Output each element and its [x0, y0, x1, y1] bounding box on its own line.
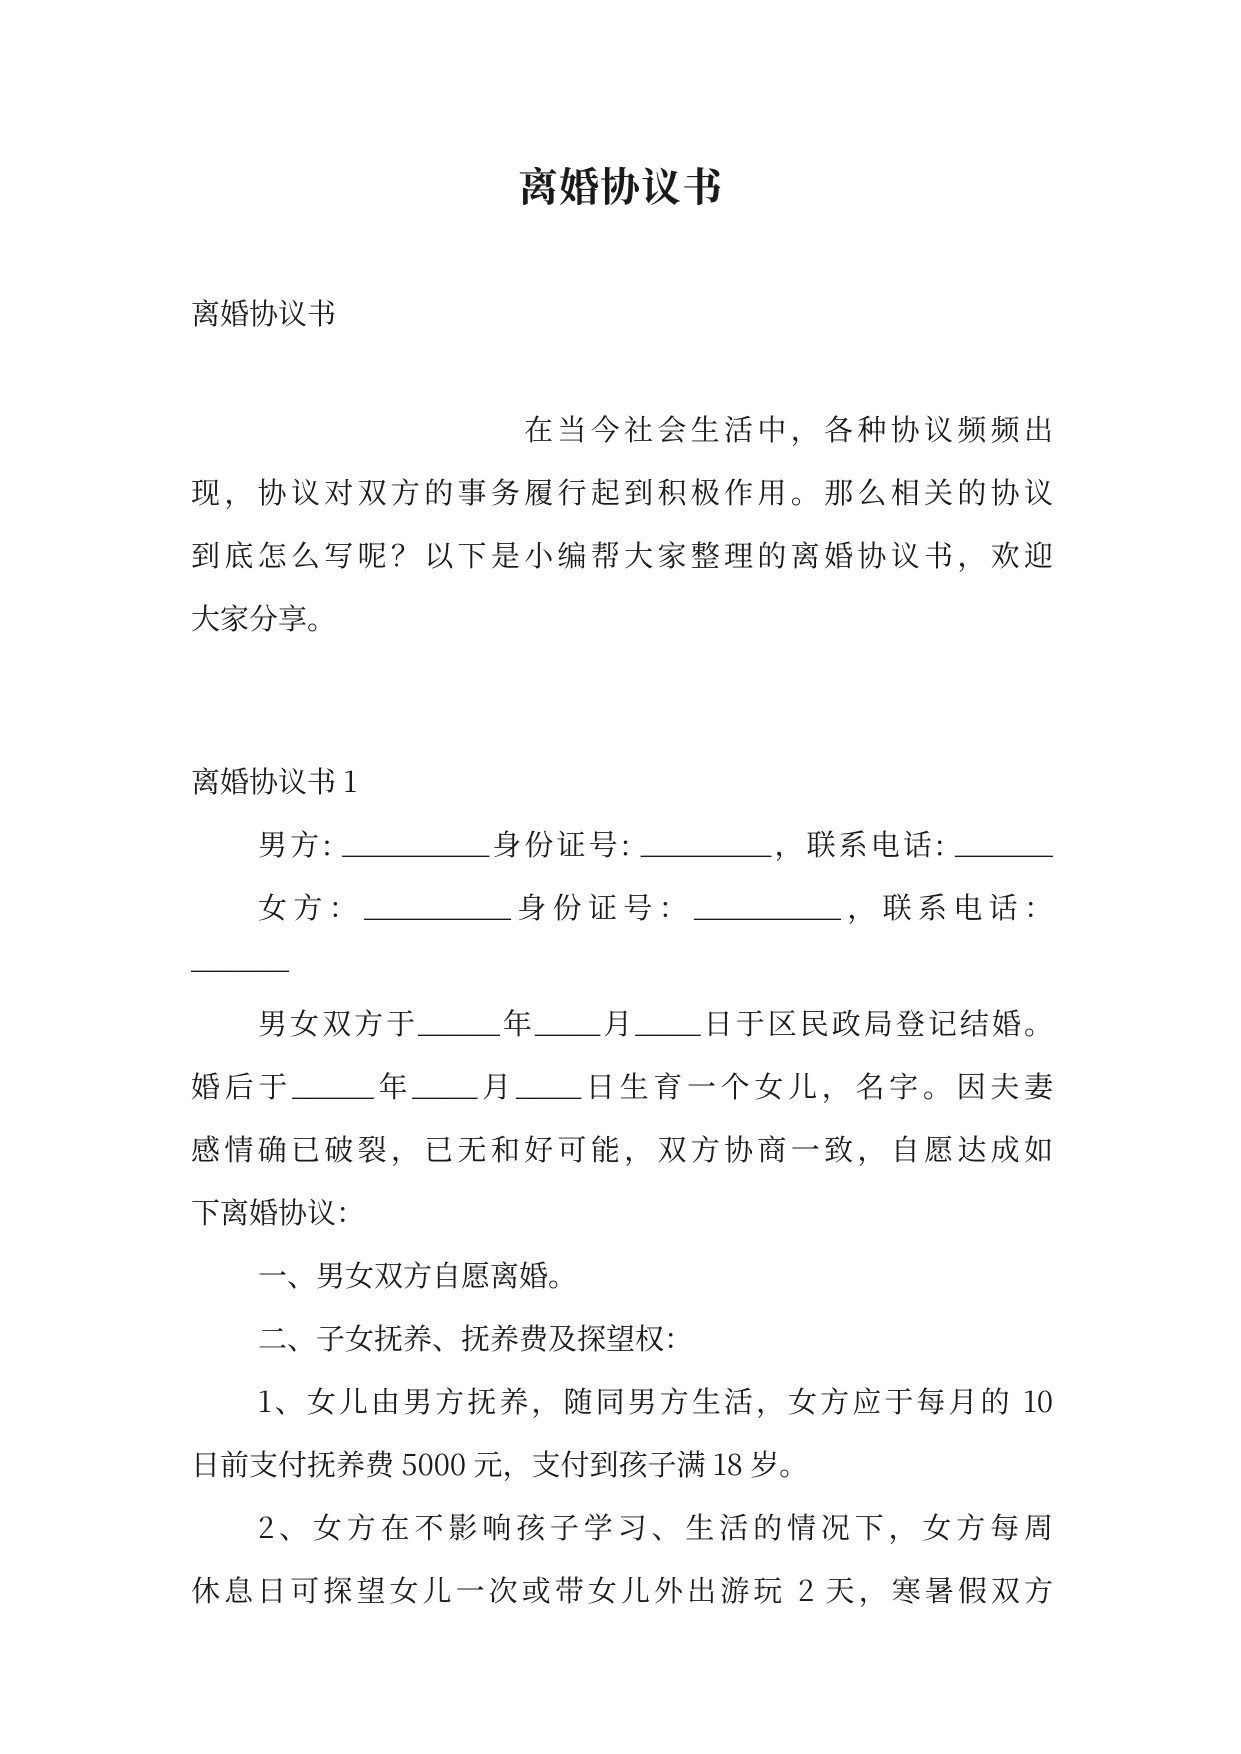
item-2-line-1: 2、女方在不影响孩子学习、生活的情况下，女方每周	[258, 1506, 1053, 1547]
intro-line-2: 现，协议对双方的事务履行起到积极作用。那么相关的协议	[191, 471, 1053, 512]
marriage-line-1: 男女双方于_____年____月____日于区民政局登记结婚。	[258, 1002, 1053, 1043]
clause-2: 二、子女抚养、抚养费及探望权：	[258, 1317, 694, 1358]
document-subtitle: 离婚协议书	[191, 292, 337, 333]
marriage-line-3: 感情确已破裂，已无和好可能，双方协商一致，自愿达成如	[191, 1128, 1053, 1169]
intro-line-3: 到底怎么写呢？以下是小编帮大家整理的离婚协议书，欢迎	[191, 534, 1053, 575]
marriage-line-2: 婚后于_____年____月____日生育一个女儿，名字。因夫妻	[191, 1065, 1053, 1106]
intro-line-4: 大家分享。	[191, 597, 337, 638]
item-2-line-2: 休息日可探望女儿一次或带女儿外出游玩 2 天，寒暑假双方	[191, 1569, 1053, 1610]
female-party-line: 女方：_________身份证号：_________，联系电话：	[258, 886, 1053, 927]
clause-1: 一、男女双方自愿离婚。	[258, 1254, 578, 1295]
female-phone-blank: ______	[191, 938, 289, 979]
intro-line-1: 在当今社会生活中，各种协议频频出	[524, 408, 1053, 449]
marriage-line-4: 下离婚协议：	[191, 1191, 366, 1232]
item-1-line-1: 1、女儿由男方抚养，随同男方生活，女方应于每月的 10	[258, 1380, 1053, 1421]
item-1-line-2: 日前支付抚养费 5000 元，支付到孩子满 18 岁。	[191, 1443, 809, 1484]
section-heading: 离婚协议书 1	[191, 760, 358, 801]
document-title: 离婚协议书	[518, 156, 723, 213]
male-party-line: 男方: _________身份证号: ________，联系电话: ______	[258, 823, 1053, 864]
